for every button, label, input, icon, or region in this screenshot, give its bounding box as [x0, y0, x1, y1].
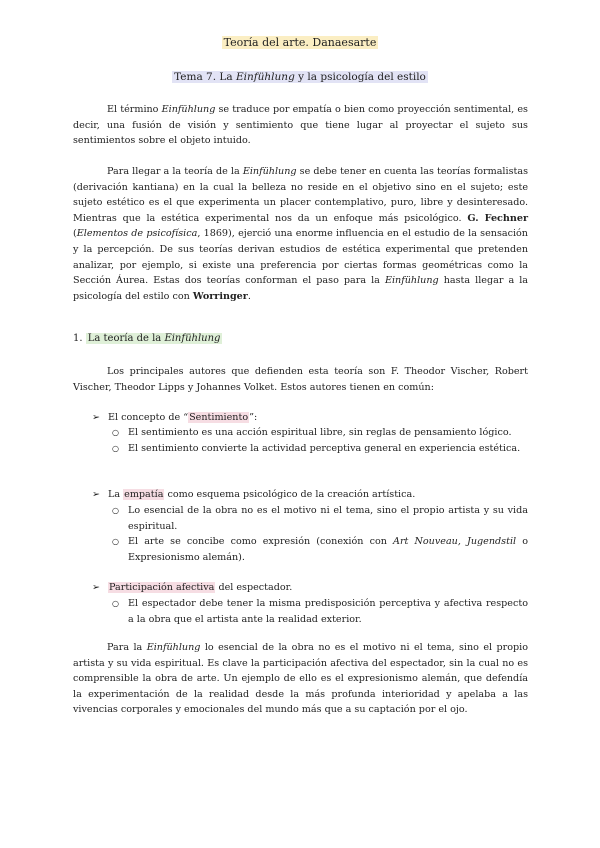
text-run: o Expresionismo alemán). [128, 536, 529, 563]
text-run: Para la [107, 642, 147, 653]
intro-paragraph-2 [73, 164, 528, 304]
bullet-empatia [92, 487, 415, 503]
text-run: El sentimiento convierte la actividad perceptiva general en experiencia estética. [128, 443, 521, 454]
text-run: Einfühlung [161, 104, 216, 115]
text-run: Einfühlung [146, 642, 201, 653]
text-run: se traduce por empatía o bien como proyección sentimental, es decir, una fusión de visión y sentimiento que tiene lugar al proyectar el sujeto sus sentimientos sobre el objeto intuido. [73, 104, 528, 147]
sub-bullet [112, 534, 529, 565]
sub-bullet [112, 503, 528, 534]
page-title [0, 71, 600, 83]
text-run: Para llegar a la teoría de la [107, 166, 243, 177]
intro-paragraph-1 [73, 102, 528, 149]
bullet-sentimiento [92, 410, 257, 426]
circle-bullet-icon: ○ [112, 506, 119, 515]
text-run: El sentimiento es una acción espiritual libre, sin reglas de pensamiento lógico. [128, 427, 512, 438]
bullet-participacion [92, 580, 292, 596]
header-text: Teoría del arte. Danaesarte [223, 36, 377, 49]
text-run: se debe tener en cuenta las teorías formalistas (derivación kantiana) en la cual la belleza no reside en el objetivo sino en el sujeto; este sujeto estético es el que experimenta un placer contemplativo, puro, libre y desinteresado. Mientras que la estética experimental nos da un enfoque más psicológico. [73, 166, 528, 224]
text-run: hasta llegar a la psicología del estilo con [73, 275, 528, 302]
sub-bullet [112, 441, 528, 457]
text-run: Worringer [192, 290, 248, 302]
text-run: El concepto de “ [108, 412, 189, 423]
text-run: Art Nouveau, Jugendstil [393, 536, 517, 547]
title-highlight [172, 71, 428, 83]
section-title [86, 333, 223, 344]
text-run: La teoría de la [87, 333, 165, 344]
text-run: como esquema psicológico de la creación artística. [164, 489, 416, 500]
text-run: lo esencial de la obra no es el motivo ni el tema, sino el propio artista y su vida espiritual. Es clave la participación afectiva del espectador, sin la cual no es comprensible la obra de arte. Un ejemplo de ello es el expresionismo alemán, que defendía la experimentación de la realidad desde la más profunda interioridad y apelaba a las vivencias corporales y emocionales del mundo más que a su captación por el ojo. [73, 642, 528, 716]
text-run: La [108, 489, 124, 500]
text-run: Elementos de psicofísica [76, 228, 198, 240]
text-run: El término [107, 104, 162, 115]
text-run: Einfühlung [384, 275, 439, 287]
text-run: Los principales autores que defienden esta teoría son F. Theodor Vischer, Robert Vischer, Theodor Lipps y Johannes Volket. Estos autores tienen en común: [73, 366, 528, 393]
closing-paragraph [73, 640, 528, 718]
circle-bullet-icon: ○ [112, 444, 119, 453]
text-run: G. Fechner [467, 212, 529, 224]
text-run: Einfühlung [164, 333, 221, 344]
text-run: Lo esencial de la obra no es el motivo ni el tema, sino el propio artista y su vida espiritual. [128, 505, 528, 532]
text-run: Einfühlung [242, 166, 297, 177]
arrow-bullet-icon: ➢ [92, 582, 101, 593]
sub-bullet [112, 425, 528, 441]
text-run: del espectador. [215, 582, 293, 593]
text-run: El espectador debe tener la misma predisposición perceptiva y afectiva respecto a la obra que el artista ante la realidad exterior. [128, 598, 528, 625]
circle-bullet-icon: ○ [112, 428, 119, 437]
text-run: ”: [249, 412, 258, 423]
section-number: 1. [73, 333, 86, 344]
text-run: . [247, 290, 251, 302]
arrow-bullet-icon: ➢ [92, 412, 101, 423]
title-suffix: y la psicología del estilo [294, 71, 426, 83]
title-prefix: Tema 7. La [174, 71, 236, 83]
section-intro-paragraph [73, 364, 528, 395]
highlighted-term: Sentimiento [189, 412, 249, 423]
text-run: ( [73, 228, 77, 240]
title-italic: Einfühlung [235, 71, 295, 83]
arrow-bullet-icon: ➢ [92, 489, 101, 500]
document-header [0, 36, 600, 49]
text-run: El arte se concibe como expresión (conexión con [128, 536, 394, 547]
section-heading [73, 333, 222, 344]
circle-bullet-icon: ○ [112, 537, 119, 546]
sub-bullet [112, 596, 528, 627]
highlighted-term: empatía [124, 489, 164, 500]
text-run: , 1869), ejerció una enorme influencia en el estudio de la sensación y la percepción. De sus teorías derivan estudios de estética experimental que pretenden analizar, por ejemplo, si existe una preferencia por ciertas formas geométricas como la Sección Áurea. Estas dos teorías conforman el paso para la [73, 228, 528, 287]
circle-bullet-icon: ○ [112, 599, 119, 608]
highlighted-term: Participación afectiva [109, 582, 215, 593]
